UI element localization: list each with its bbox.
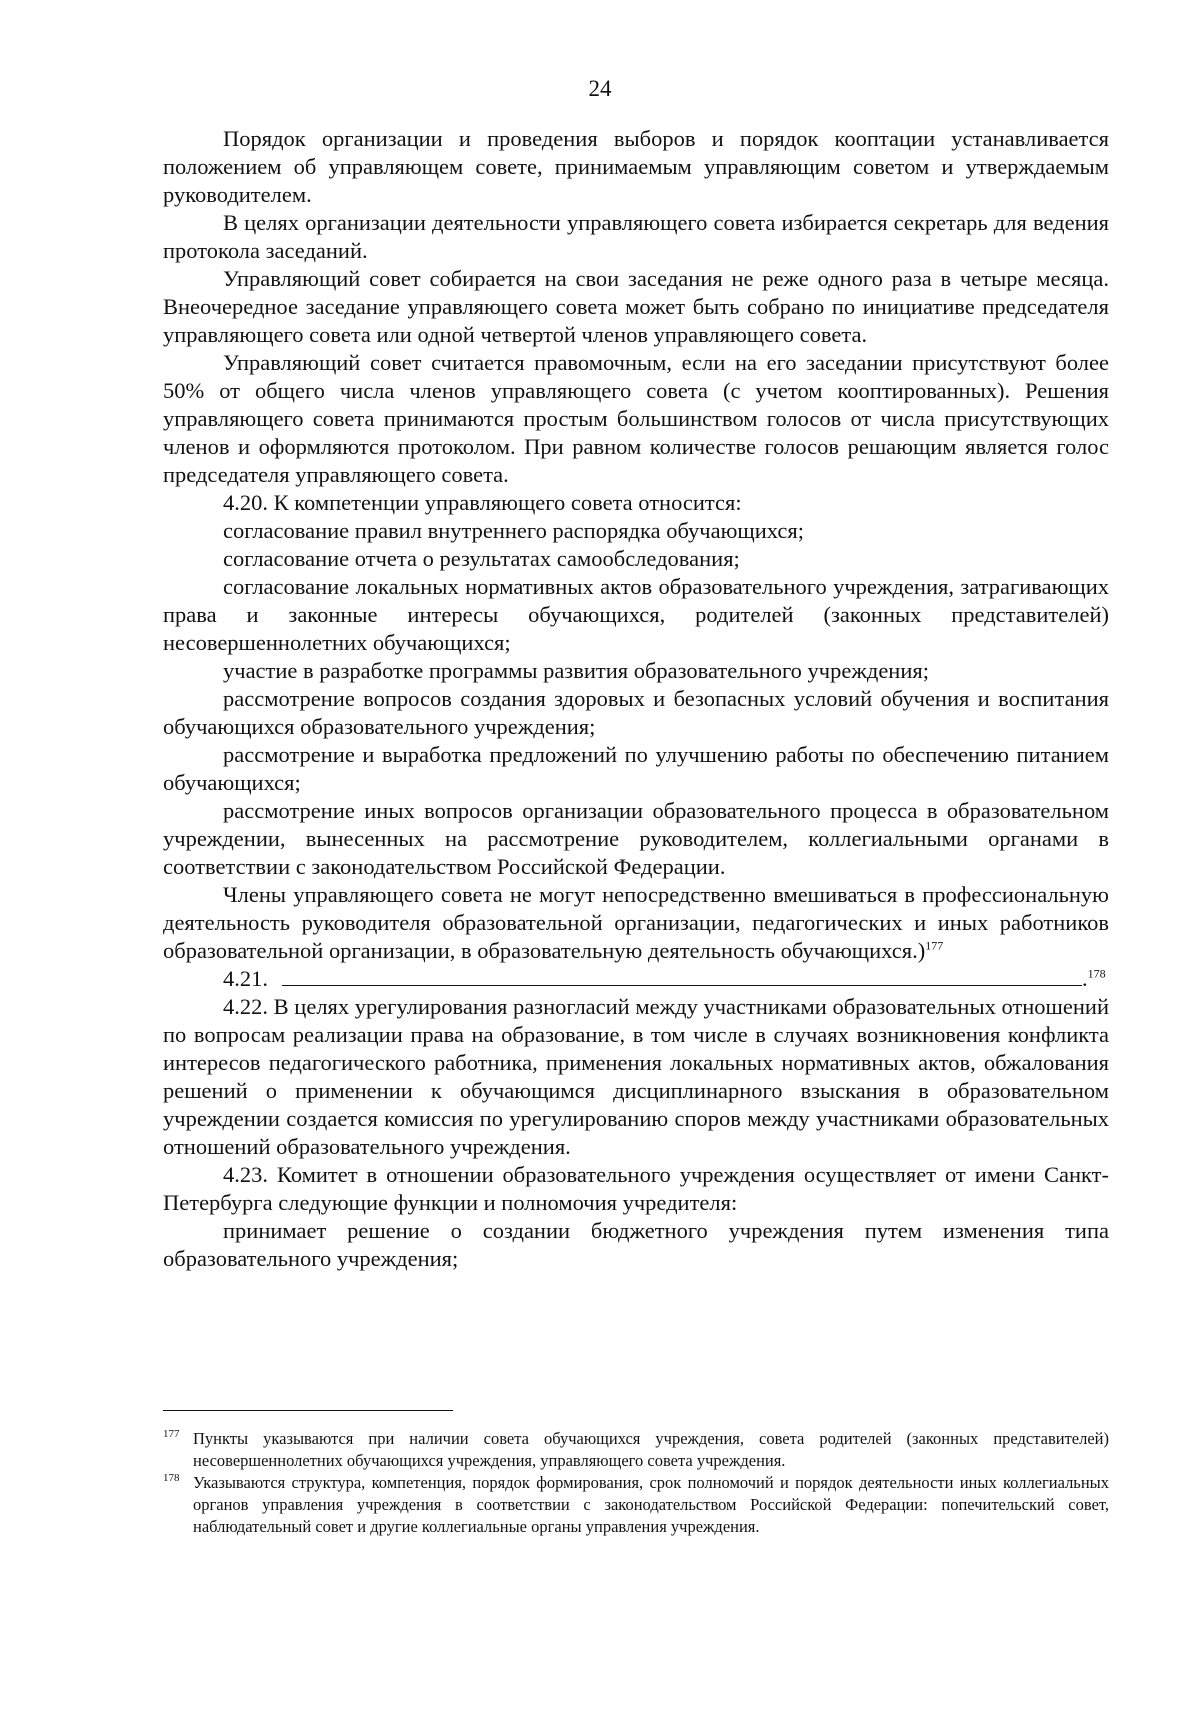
paragraph-section-4-22: 4.22. В целях урегулирования разногласий между участниками образовательных отношений по вопросам реализации права на образование, в том числе в случаях возникновения конфликта интересов педагогического работника, применения локальных нормативных актов, обжалования решений о применении к обучающимся дисциплинарного взыскания в образовательном учреждении создается комиссия по урегулированию споров между участниками образовательных отношений образовательного учреждения. [163, 994, 1109, 1159]
paragraph: Порядок организации и проведения выборов и порядок кооптации устанавливается положением об управляющем совете, принимаемым управляющим советом и утверждаемым руководителем. [163, 126, 1109, 207]
footnote-number: 177 [163, 1428, 180, 1440]
paragraph: В целях организации деятельности управляющего совета избирается секретарь для ведения протокола заседаний. [163, 210, 1109, 263]
list-item: согласование локальных нормативных актов образовательного учреждения, затрагивающих права и законные интересы обучающихся, родителей (законных представителей) несовершеннолетних обучающихся; [163, 574, 1109, 655]
footnotes [163, 1428, 1109, 1538]
paragraph: Управляющий совет собирается на свои заседания не реже одного раза в четыре месяца. Внеочередное заседание управляющего совета может быть собрано по инициативе председателя управляющего совета или одной четвертой членов управляющего совета. [163, 266, 1109, 347]
trailing-period: . [1082, 966, 1088, 991]
paragraph: Управляющий совет считается правомочным, если на его заседании присутствуют более 50% от общего числа членов управляющего совета (с учетом кооптированных). Решения управляющего совета принимаются простым большинством голосов от числа присутствующих членов и оформляются протоколом. При равном количестве голосов решающим является голос председателя управляющего совета. [163, 350, 1109, 487]
footnote-text: Пункты указываются при наличии совета обучающихся учреждения, совета родителей (законных представителей) несовершеннолетних обучающихся учреждения, управляющего совета учреждения. [193, 1429, 1109, 1470]
footnote-ref-177[interactable]: 177 [925, 938, 944, 953]
list-item: рассмотрение вопросов создания здоровых и безопасных условий обучения и воспитания обучающихся образовательного учреждения; [163, 686, 1109, 739]
section-number: 4.21. [223, 966, 268, 991]
section-4-21 [163, 965, 1109, 993]
footnote-177 [163, 1428, 1109, 1472]
list-item: рассмотрение и выработка предложений по улучшению работы по обеспечению питанием обучающихся; [163, 742, 1109, 795]
list-item: рассмотрение иных вопросов организации образовательного процесса в образовательном учреждении, вынесенных на рассмотрение руководителем, коллегиальными органами в соответствии с законодательством Российской Федерации. [163, 798, 1109, 879]
paragraph-section-4-20: 4.20. К компетенции управляющего совета относится: [223, 490, 742, 515]
page-number: 24 [588, 76, 612, 101]
list-item: согласование правил внутреннего распорядка обучающихся; [223, 518, 804, 543]
list-item: согласование отчета о результатах самообследования; [223, 546, 740, 571]
members-text: Члены управляющего совета не могут непосредственно вмешиваться в профессиональную деятельность руководителя образовательной организации, педагогических и иных работников образовательной организации, в образовательную деятельность обучающихся.) [163, 882, 1109, 963]
list-item: принимает решение о создании бюджетного учреждения путем изменения типа образовательного учреждения; [163, 1218, 1109, 1271]
footnote-number: 178 [163, 1472, 180, 1484]
footnote-ref-178[interactable]: 178 [1087, 966, 1106, 981]
footnote-178 [163, 1472, 1109, 1538]
blank-fill-line [282, 965, 1082, 986]
members-paragraph [163, 881, 1109, 965]
footnote-text: Указываются структура, компетенция, порядок формирования, срок полномочий и порядок деятельности иных коллегиальных органов управления учреждения в соответствии с законодательством Российской Федерации: попечительский совет, наблюдательный совет и другие коллегиальные органы управления учреждения. [193, 1473, 1109, 1536]
list-item: участие в разработке программы развития образовательного учреждения; [223, 658, 929, 683]
paragraph-section-4-23: 4.23. Комитет в отношении образовательного учреждения осуществляет от имени Санкт-Петербурга следующие функции и полномочия учредителя: [163, 1162, 1109, 1215]
footnote-separator [163, 1410, 453, 1411]
body-text [163, 125, 1109, 1273]
